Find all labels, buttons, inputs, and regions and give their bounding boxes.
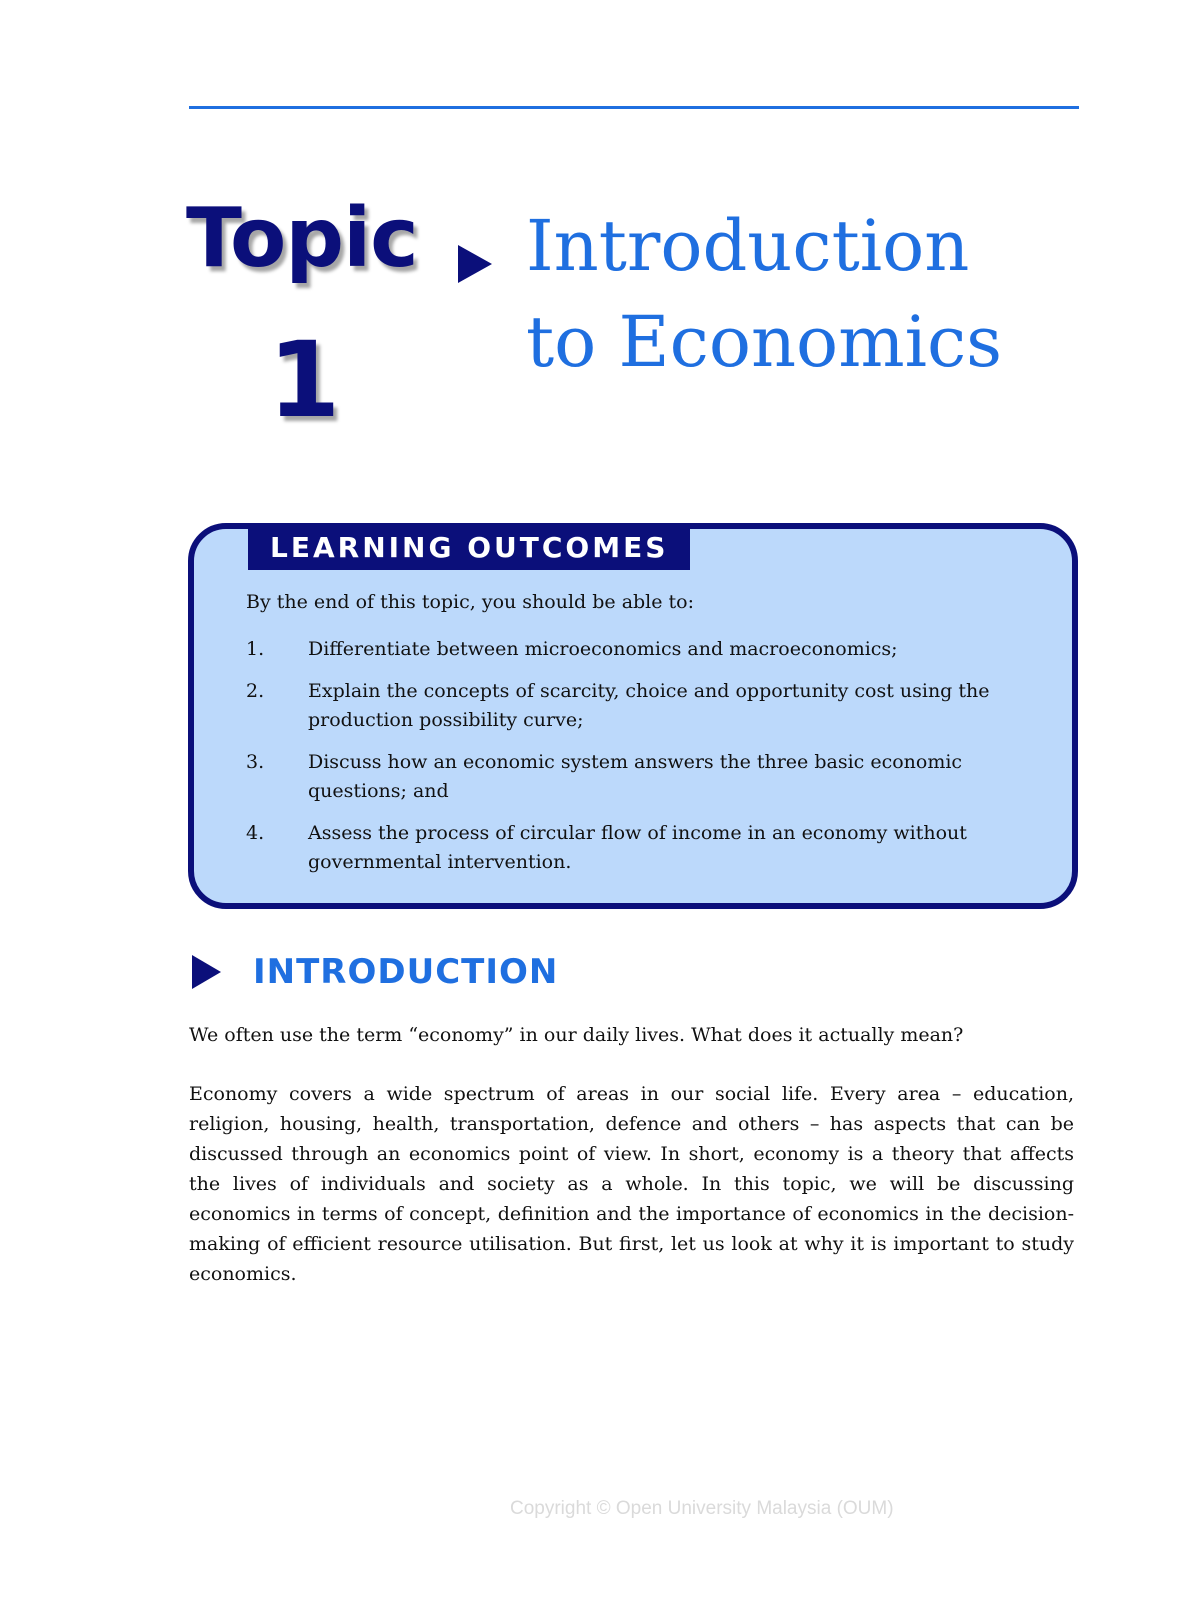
chapter-title (526, 198, 1002, 390)
section-arrow-icon (192, 955, 221, 989)
learning-outcome-text: Discuss how an economic system answers the three basic economic questions; and (308, 751, 963, 802)
learning-outcomes-list (246, 635, 1036, 890)
chapter-title-line-2: to Economics (526, 301, 1003, 383)
learning-outcome-item (246, 748, 1036, 806)
learning-outcome-item (246, 635, 1036, 664)
chapter-title-line-1: Introduction (526, 205, 970, 287)
learning-outcome-number: 1. (246, 638, 265, 660)
learning-outcome-number: 4. (246, 822, 265, 844)
learning-outcome-text: Differentiate between microeconomics and macroeconomics; (308, 638, 898, 660)
copyright-footer: Copyright © Open University Malaysia (OUM) (510, 1498, 894, 1519)
introduction-paragraph-2: Economy covers a wide spectrum of areas in our social life. Every area – education, religion, housing, health, transportation, defence and others – has aspects that can be discussed through an economics point of view. In short, economy is a theory that affects the lives of individuals and society as a whole. In this topic, we will be discussing economics in terms of concept, definition and the importance of economics in the decision-making of efficient resource utilisation. But first, let us look at why it is important to study economics. (189, 1083, 1074, 1285)
learning-outcome-number: 3. (246, 751, 265, 773)
learning-outcome-text: Explain the concepts of scarcity, choice and opportunity cost using the production possibility curve; (308, 680, 990, 731)
learning-outcomes-box (188, 523, 1078, 909)
topic-label: Topic (186, 191, 418, 286)
learning-outcomes-heading: LEARNING OUTCOMES (248, 526, 690, 570)
introduction-heading: INTRODUCTION (253, 952, 559, 992)
introduction-paragraph-1: We often use the term “economy” in our daily lives. What does it actually mean? (189, 1024, 964, 1046)
learning-outcome-item (246, 677, 1036, 735)
introduction-heading-row (192, 952, 558, 992)
learning-outcome-text: Assess the process of circular flow of income in an economy without governmental intervention. (308, 822, 967, 873)
learning-outcome-number: 2. (246, 680, 265, 702)
learning-outcomes-intro: By the end of this topic, you should be able to: (246, 591, 695, 613)
learning-outcome-item (246, 819, 1036, 877)
topic-number: 1 (268, 319, 341, 441)
title-arrow-icon (458, 245, 492, 283)
top-rule (189, 106, 1079, 109)
